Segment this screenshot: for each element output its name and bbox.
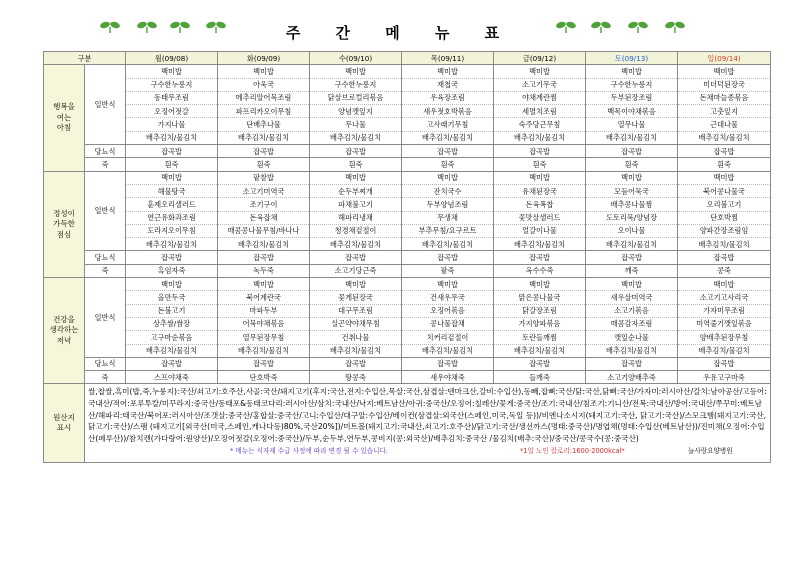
menu-item: 깨죽 [586, 264, 678, 277]
menu-row [44, 238, 771, 251]
menu-item: 미더덕된장국 [678, 78, 771, 91]
menu-item: 잡곡밥 [126, 357, 218, 370]
menu-item: 파프리카오이무침 [218, 105, 310, 118]
menu-item: 돈불고기 [126, 304, 218, 317]
menu-item: 잔치국수 [402, 184, 494, 197]
menu-item: 백미밥 [678, 65, 771, 78]
menu-item: 오이나물 [586, 224, 678, 237]
calorie-note: *1일 노인 칼로리:1600-2000kcal* [520, 447, 625, 456]
menu-item: 소고기무국 [494, 78, 586, 91]
menu-row [44, 304, 771, 317]
institution-name: 늘사랑요양병원 [688, 447, 733, 456]
title-row [0, 18, 800, 48]
menu-item: 배추김치/물김치 [678, 131, 771, 144]
menu-item: 배추김치/물김치 [494, 344, 586, 357]
menu-item: 구수한누룽지 [126, 78, 218, 91]
menu-item: 배추김치/물김치 [310, 238, 402, 251]
menu-row [44, 184, 771, 197]
menu-row [44, 211, 771, 224]
menu-item: 백미밥 [310, 171, 402, 184]
menu-item: 대구무조림 [310, 304, 402, 317]
menu-item: 백미밥 [586, 65, 678, 78]
menu-item: 배추김치/물김치 [218, 238, 310, 251]
menu-item: 배추김치/물김치 [402, 131, 494, 144]
menu-item: 배추김치/물김치 [678, 344, 771, 357]
menu-item: 흰죽 [310, 158, 402, 171]
menu-item: 백미밥 [586, 171, 678, 184]
menu-row [44, 291, 771, 304]
header-day: 월(09/08) [126, 52, 218, 65]
menu-item: 배추김치/물김치 [678, 238, 771, 251]
menu-item: 잡곡밥 [218, 357, 310, 370]
menu-item: 백미밥 [126, 171, 218, 184]
menu-item: 해물탕국 [126, 184, 218, 197]
menu-item: 순두부찌개 [310, 184, 402, 197]
menu-item: 야채계란찜 [494, 91, 586, 104]
menu-item: 재첩국 [402, 78, 494, 91]
menu-item: 녹두죽 [218, 264, 310, 277]
menu-item: 백미밥 [402, 65, 494, 78]
porridge-diet-label: 죽 [85, 371, 126, 384]
menu-item: 잡곡밥 [126, 251, 218, 264]
menu-item: 미역줄기깻잎볶음 [678, 317, 771, 330]
menu-item: 배추콩나물찜 [586, 198, 678, 211]
menu-item: 옥수수죽 [494, 264, 586, 277]
menu-item: 흰죽 [678, 158, 771, 171]
menu-item: 잡곡밥 [494, 251, 586, 264]
header-day: 토(09/13) [586, 52, 678, 65]
menu-item: 오리불고기 [678, 198, 771, 211]
menu-item: 토란들깨찜 [494, 331, 586, 344]
menu-item: 잡곡밥 [218, 251, 310, 264]
general-diet-label: 일반식 [85, 171, 126, 251]
menu-row [44, 198, 771, 211]
menu-item: 잡곡밥 [402, 251, 494, 264]
menu-item: 올만두국 [126, 291, 218, 304]
menu-table [43, 51, 771, 463]
menu-item: 가지나물 [126, 118, 218, 131]
menu-item: 도라지오이무침 [126, 224, 218, 237]
menu-item: 어묵야채볶음 [218, 317, 310, 330]
menu-item: 새우살미역국 [586, 291, 678, 304]
menu-item: 세멸치조림 [494, 105, 586, 118]
menu-item: 훈제오리샐러드 [126, 198, 218, 211]
menu-item: 배추김치/물김치 [402, 238, 494, 251]
menu-item: 북어계란국 [218, 291, 310, 304]
menu-item: 콩나물잡채 [402, 317, 494, 330]
header-row [44, 52, 771, 65]
menu-item: 얼갈이나물 [494, 224, 586, 237]
menu-item: 꽃게된장국 [310, 291, 402, 304]
menu-item: 가자미무조림 [678, 304, 771, 317]
menu-item: 잡곡밥 [678, 145, 771, 158]
menu-item: 우육장조림 [402, 91, 494, 104]
menu-item: 우유고구마죽 [678, 371, 771, 384]
menu-item: 백미밥 [586, 278, 678, 291]
menu-item: 백미밥 [218, 65, 310, 78]
porridge-diet-label: 죽 [85, 264, 126, 277]
menu-item: 양배추된장무침 [678, 331, 771, 344]
menu-item: 배추김치/물김치 [218, 344, 310, 357]
menu-item: 백미밥 [126, 278, 218, 291]
menu-item: 근대나물 [678, 118, 771, 131]
menu-item: 배추김치/물김치 [586, 238, 678, 251]
sprout-icon [590, 20, 612, 34]
menu-row [44, 317, 771, 330]
menu-row [44, 331, 771, 344]
menu-row [44, 78, 771, 91]
menu-item: 잡곡밥 [310, 357, 402, 370]
menu-item: 백미밥 [402, 278, 494, 291]
diabetic-row [44, 357, 771, 370]
menu-item: 흑임자죽 [126, 264, 218, 277]
origin-text: 쌀,찹쌀,흑미(밥,죽,누룽지):국산/쇠고기:호주산,사골:국산/돼지고기(후지:국산,전지:수입산,목살:국산,삼겹살:덴마크산,갈비:수입산),동빼,잡뼈:국산/닭:국산,닭뼈:국산/가자미:러시아산/갈치:남아공산/고등어:국내산/적어:포루투칼/미꾸라지:중국산/동태포&동태코다리:러시아산/삼치:국내산/낙지:베트남산/아귀:중국산/오징어:칠레산/꽃게:중국산/조기:국내산/침조기:기니산/전복:국내산/방어:국내산/쭈꾸미:베트남산/해파리:태국산/북어포:러시아산/조갯살:중국산/홍합살:중국산/고니:수입산/대구알:수입산/베이컨(삼겹살:외국산(스페인,미국,독일 등))/비엔나소시지(돼지고기:국산, 닭고기:국산)/스모크햄(돼지고기:국산, 닭고기:국산)/스팸 (돼지고기[외국산(미국,스페인,캐나다등)80%,국산20%])/미트볼(돼지고기:국내산,쇠고기:호주산)/닭고기:국산/생선까스(명태:중국산)/명엽채(명태:수입산(베트남산))/진미채(오징어:수입산(페루산))/참치캔(가다랑어:원양산)/오징어젓갈(오징어:중국산)/두부,순두부,연두부,콩비지(콩:외국산)/배추김치:중국산 /물김치(배추:국산)/중국산/콩국수(콩:중국산) [88, 387, 767, 443]
menu-item: 열무된장무침 [218, 331, 310, 344]
menu-item: 마파두부 [218, 304, 310, 317]
menu-item: 동태무조림 [126, 91, 218, 104]
sprout-icon [627, 20, 649, 34]
menu-item: 백미밥 [126, 65, 218, 78]
menu-row [44, 131, 771, 144]
menu-item: 단호박찜 [678, 211, 771, 224]
diabetic-row [44, 251, 771, 264]
menu-item: 치커리겉절이 [402, 331, 494, 344]
menu-item: 고사래기무침 [402, 118, 494, 131]
menu-item: 고구마순볶음 [126, 331, 218, 344]
header-category: 구분 [44, 52, 126, 65]
diabetic-diet-label: 당뇨식 [85, 145, 126, 158]
diabetic-diet-label: 당뇨식 [85, 357, 126, 370]
menu-item: 소고기미역국 [218, 184, 310, 197]
porridge-row [44, 158, 771, 171]
menu-row [44, 224, 771, 237]
menu-item: 백미밥 [402, 171, 494, 184]
menu-item: 땅콩죽 [310, 371, 402, 384]
menu-item: 매콤콩나물무침/바나나 [218, 224, 310, 237]
menu-item: 잡곡밥 [402, 145, 494, 158]
sprout-icon [664, 20, 686, 34]
menu-item: 잡곡밥 [402, 357, 494, 370]
origin-row [44, 384, 771, 463]
menu-item: 백목이야채볶음 [586, 105, 678, 118]
menu-item: 백미밥 [310, 278, 402, 291]
diabetic-row [44, 145, 771, 158]
menu-item: 백미밥 [678, 171, 771, 184]
menu-item: 두부양념조림 [402, 198, 494, 211]
menu-item: 양파간장조림임 [678, 224, 771, 237]
menu-item: 북어콩나물국 [678, 184, 771, 197]
page-title: 주 간 메 뉴 표 [285, 24, 515, 42]
menu-item: 백미밥 [310, 65, 402, 78]
menu-item: 소고기양배추죽 [586, 371, 678, 384]
menu-item: 도토리묵/양념장 [586, 211, 678, 224]
porridge-diet-label: 죽 [85, 158, 126, 171]
menu-item: 잡곡밥 [586, 357, 678, 370]
menu-item: 배추김치/물김치 [586, 344, 678, 357]
menu-item: 흰죽 [586, 158, 678, 171]
menu-item: 부추무침/요구르트 [402, 224, 494, 237]
menu-item: 구수한누룽지 [586, 78, 678, 91]
sprout-icon [555, 20, 577, 34]
meal-label: 정성이 가득한 점심 [44, 171, 85, 277]
menu-item: 스프야채죽 [126, 371, 218, 384]
menu-row [44, 344, 771, 357]
menu-item: 백미밥 [494, 65, 586, 78]
menu-row [44, 91, 771, 104]
menu-item: 배추김치/물김치 [310, 131, 402, 144]
menu-item: 백미밥 [218, 278, 310, 291]
menu-item: 배추김치/물김치 [494, 238, 586, 251]
menu-item: 단배추나물 [218, 118, 310, 131]
menu-item: 잡곡밥 [678, 357, 771, 370]
menu-item: 배추김치/물김치 [218, 131, 310, 144]
menu-row [44, 105, 771, 118]
menu-item: 잡곡밥 [494, 357, 586, 370]
menu-row [44, 171, 771, 184]
menu-item: 청경채겉절이 [310, 224, 402, 237]
menu-item: 새우젓호박볶음 [402, 105, 494, 118]
menu-item: 잡곡밥 [586, 251, 678, 264]
origin-footer [88, 446, 767, 460]
menu-item: 잡곡밥 [586, 145, 678, 158]
menu-item: 백미밥 [494, 171, 586, 184]
menu-item: 백미밥 [678, 278, 771, 291]
header-day: 수(09/10) [310, 52, 402, 65]
menu-item: 유채된장국 [494, 184, 586, 197]
menu-item: 파채불고기 [310, 198, 402, 211]
header-day: 일(09/14) [678, 52, 771, 65]
menu-item: 잡곡밥 [494, 145, 586, 158]
menu-item: 배추김치/물김치 [126, 344, 218, 357]
menu-item: 팥죽 [402, 264, 494, 277]
menu-item: 흰죽 [218, 158, 310, 171]
menu-item: 소고기당근죽 [310, 264, 402, 277]
menu-item: 소고기볶음 [586, 304, 678, 317]
menu-item: 구수한누룽지 [310, 78, 402, 91]
menu-item: 실곤약야채무침 [310, 317, 402, 330]
menu-item: 상추쌈/쌈장 [126, 317, 218, 330]
menu-item: 맑은콩나물국 [494, 291, 586, 304]
header-day: 화(09/09) [218, 52, 310, 65]
menu-item: 숙주당근무침 [494, 118, 586, 131]
menu-item: 무나물 [310, 118, 402, 131]
menu-item: 흰죽 [494, 158, 586, 171]
menu-item: 매콤감자조림 [586, 317, 678, 330]
menu-item: 오징어볶음 [402, 304, 494, 317]
menu-item: 배추김치/물김치 [126, 238, 218, 251]
menu-item: 모듬어묵국 [586, 184, 678, 197]
general-diet-label: 일반식 [85, 65, 126, 145]
menu-item: 조기구이 [218, 198, 310, 211]
menu-item: 단호박죽 [218, 371, 310, 384]
menu-item: 팥찰밥 [218, 171, 310, 184]
menu-change-note: * 메뉴는 식자재 수급 사정에 따라 변경 될 수 있습니다. [230, 447, 389, 456]
menu-item: 백미밥 [494, 278, 586, 291]
header-day: 금(09/12) [494, 52, 586, 65]
menu-item: 소고기고사리국 [678, 291, 771, 304]
menu-item: 잡곡밥 [126, 145, 218, 158]
menu-item: 닭갈장조림 [494, 304, 586, 317]
menu-item: 깻잎순나물 [586, 331, 678, 344]
menu-item: 오징어젓갈 [126, 105, 218, 118]
menu-item: 잡곡밥 [310, 251, 402, 264]
meal-label: 건강을 생각하는 저녁 [44, 278, 85, 384]
menu-item: 배추김치/물김치 [310, 344, 402, 357]
menu-item: 고춧잎지 [678, 105, 771, 118]
menu-item: 두부된장조림 [586, 91, 678, 104]
menu-item: 꽃맛살샐러드 [494, 211, 586, 224]
menu-item: 배추김치/물김치 [126, 131, 218, 144]
menu-item: 배추김치/물김치 [494, 131, 586, 144]
menu-row [44, 65, 771, 78]
menu-row [44, 278, 771, 291]
menu-item: 잡곡밥 [218, 145, 310, 158]
menu-item: 새우야채죽 [402, 371, 494, 384]
porridge-row [44, 371, 771, 384]
menu-item: 아욱국 [218, 78, 310, 91]
menu-item: 양념깻잎지 [310, 105, 402, 118]
meal-label: 행복을 여는 아침 [44, 65, 85, 171]
origin-info [85, 384, 771, 463]
menu-item: 흰죽 [126, 158, 218, 171]
menu-item: 건새우무국 [402, 291, 494, 304]
header-day: 목(09/11) [402, 52, 494, 65]
menu-item: 돈육잡채 [218, 211, 310, 224]
menu-item: 무생채 [402, 211, 494, 224]
menu-item: 닭살브로컬리볶음 [310, 91, 402, 104]
menu-item: 흰죽 [402, 158, 494, 171]
menu-item: 해파리냉채 [310, 211, 402, 224]
origin-label: 원산지 표시 [44, 384, 85, 463]
menu-item: 잡곡밥 [310, 145, 402, 158]
menu-row [44, 118, 771, 131]
menu-item: 배추김치/물김치 [402, 344, 494, 357]
menu-item: 가지양파볶음 [494, 317, 586, 330]
menu-item: 콩죽 [678, 264, 771, 277]
menu-item: 배추김치/물김치 [586, 131, 678, 144]
menu-item: 돈육폭찹 [494, 198, 586, 211]
diabetic-diet-label: 당뇨식 [85, 251, 126, 264]
menu-item: 열무나물 [586, 118, 678, 131]
menu-item: 건취나물 [310, 331, 402, 344]
porridge-row [44, 264, 771, 277]
menu-item: 들깨죽 [494, 371, 586, 384]
menu-item: 메추리알어묵조림 [218, 91, 310, 104]
menu-item: 돈채마늘종볶음 [678, 91, 771, 104]
menu-item: 연근유화과조림 [126, 211, 218, 224]
menu-item: 잡곡밥 [678, 251, 771, 264]
general-diet-label: 일반식 [85, 278, 126, 358]
